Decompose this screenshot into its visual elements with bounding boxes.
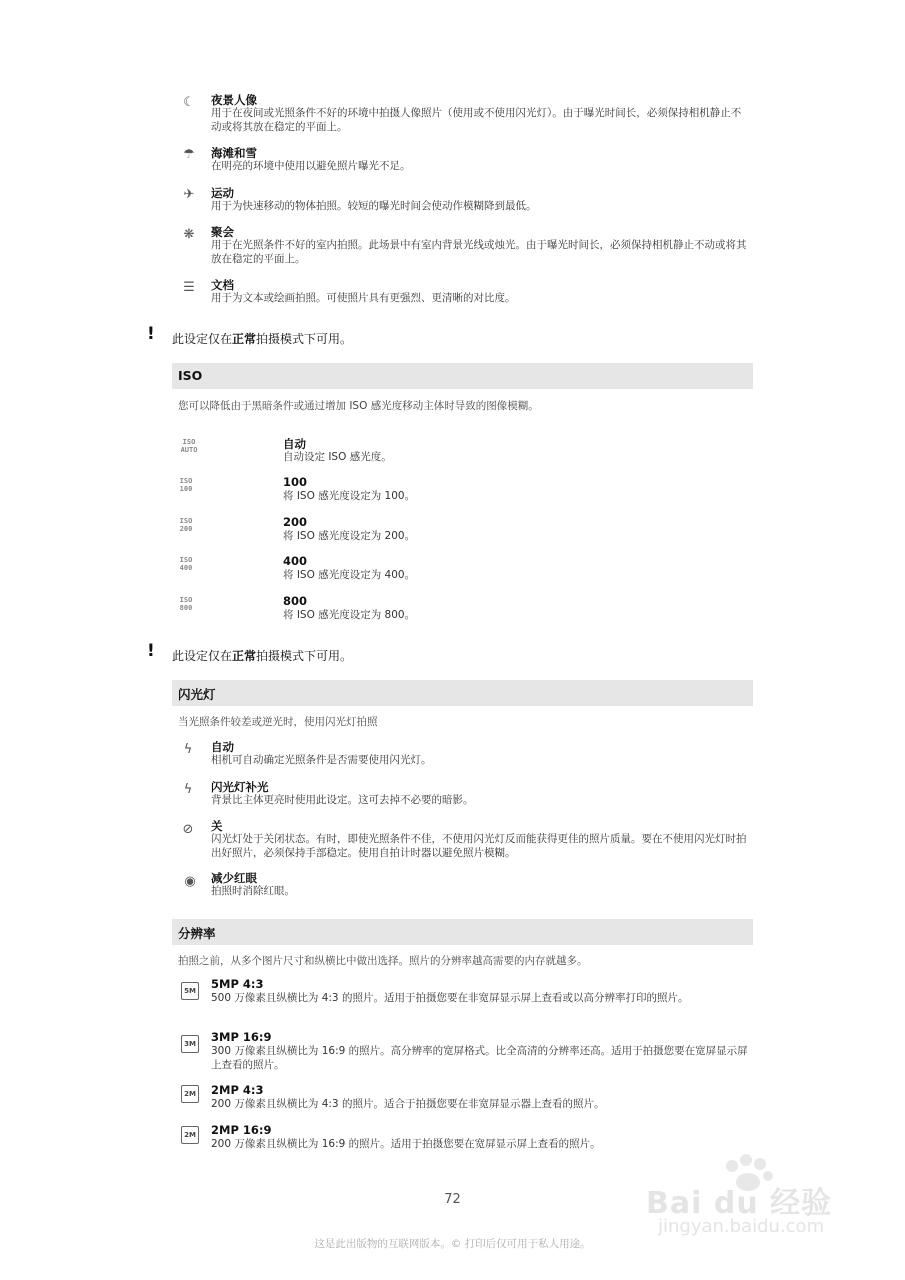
resolution-title-2mp-169: 2MP 16:9 xyxy=(211,1123,272,1137)
scene-desc-party: 用于在光照条件不好的室内拍照。此场景中有室内背景光线或烛光。由于曝光时间长，必须保持相机静止不动或将其放在稳定的平面上。 xyxy=(211,239,747,265)
red-eye-icon: ◉ xyxy=(184,873,196,889)
flash-title-red-eye: 减少红眼 xyxy=(211,871,257,885)
iso-400-icon: ISO 400 xyxy=(179,556,193,572)
flash-title-fill: 闪光灯补光 xyxy=(211,780,269,794)
resolution-desc-2mp-43: 200 万像素且纵横比为 4:3 的照片。适合于拍摄您要在非宽屏显示器上查看的照片。 xyxy=(211,1098,605,1110)
warning-icon: ! xyxy=(147,324,155,344)
iso-100-icon: ISO 100 xyxy=(179,477,193,493)
scene-title-party: 聚会 xyxy=(211,225,234,239)
iso-desc-200: 将 ISO 感光度设定为 200。 xyxy=(283,530,416,542)
document-icon: ☰ xyxy=(183,279,195,295)
resolution-5m-icon: 5M xyxy=(181,982,199,1000)
resolution-title-2mp-43: 2MP 4:3 xyxy=(211,1083,264,1097)
resolution-intro: 拍照之前，从多个图片尺寸和纵横比中做出选择。照片的分辨率越高需要的内存就越多。 xyxy=(178,955,588,967)
footer-note: 这是此出版物的互联网版本。© 打印后仅可用于私人用途。 xyxy=(314,1238,591,1250)
iso-200-icon: ISO 200 xyxy=(179,517,193,533)
scene-title-night-portrait: 夜景人像 xyxy=(211,93,257,107)
scene-desc-night-portrait: 用于在夜间或光照条件不好的环境中拍摄人像照片（使用或不使用闪光灯）。由于曝光时间长，必须保持相机静止不动或将其放在稳定的平面上。 xyxy=(211,107,742,133)
note-normal-mode-2: 此设定仅在正常拍摄模式下可用。 xyxy=(172,649,353,663)
page-number: 72 xyxy=(444,1192,461,1207)
flash-title-off: 关 xyxy=(211,819,223,833)
flash-title-auto: 自动 xyxy=(211,740,234,754)
resolution-desc-2mp-169: 200 万像素且纵横比为 16:9 的照片。适用于拍摄您要在宽屏显示屏上查看的照片。 xyxy=(211,1138,601,1150)
note-normal-mode-1: 此设定仅在正常拍摄模式下可用。 xyxy=(172,332,353,346)
iso-intro: 您可以降低由于黑暗条件或通过增加 ISO 感光度移动主体时导致的图像模糊。 xyxy=(178,400,539,412)
scene-desc-sports: 用于为快速移动的物体拍照。较短的曝光时间会使动作模糊降到最低。 xyxy=(211,200,537,212)
scene-title-document: 文档 xyxy=(211,278,234,292)
flash-desc-off: 闪光灯处于关闭状态。有时，即使光照条件不佳，不使用闪光灯反而能获得更佳的照片质量。要在不使用闪光灯时拍出好照片，必须保持手部稳定。使用自拍计时器以避免照片模糊。 xyxy=(211,833,747,859)
scene-title-beach-snow: 海滩和雪 xyxy=(211,146,257,160)
resolution-desc-5mp: 500 万像素且纵横比为 4:3 的照片。适用于拍摄您要在非宽屏显示屏上查看或以高分辨率打印的照片。 xyxy=(211,992,689,1004)
flash-intro: 当光照条件较差或逆光时，使用闪光灯拍照 xyxy=(178,716,378,728)
resolution-2m-43-icon: 2M xyxy=(181,1085,199,1103)
iso-title-auto: 自动 xyxy=(283,437,306,451)
iso-desc-800: 将 ISO 感光度设定为 800。 xyxy=(283,609,416,621)
iso-title-400: 400 xyxy=(283,554,308,568)
scene-desc-beach-snow: 在明亮的环境中使用以避免照片曝光不足。 xyxy=(211,160,411,172)
scene-title-sports: 运动 xyxy=(211,186,234,200)
resolution-3m-icon: 3M xyxy=(181,1035,199,1053)
flash-desc-red-eye: 拍照时消除红眼。 xyxy=(211,885,295,897)
iso-auto-icon: ISO AUTO xyxy=(180,438,198,454)
warning-icon: ! xyxy=(147,641,155,661)
watermark-url: jingyan.baidu.com xyxy=(658,1216,825,1237)
sports-icon: ✈ xyxy=(183,186,195,202)
iso-desc-auto: 自动设定 ISO 感光度。 xyxy=(283,451,392,463)
iso-title-200: 200 xyxy=(283,515,308,529)
flash-auto-icon: ϟ xyxy=(183,741,193,757)
resolution-2m-169-icon: 2M xyxy=(181,1126,199,1144)
fill-flash-icon: ϟ xyxy=(183,781,193,797)
watermark-brand: Bai du 经验 xyxy=(646,1186,833,1221)
iso-title-100: 100 xyxy=(283,475,308,489)
iso-section-header: ISO xyxy=(172,363,753,389)
party-icon: ❋ xyxy=(183,226,195,242)
iso-title-800: 800 xyxy=(283,594,308,608)
iso-desc-400: 将 ISO 感光度设定为 400。 xyxy=(283,569,416,581)
flash-desc-fill: 背景比主体更亮时使用此设定。这可去掉不必要的暗影。 xyxy=(211,794,474,806)
iso-desc-100: 将 ISO 感光度设定为 100。 xyxy=(283,490,416,502)
resolution-desc-3mp: 300 万像素且纵横比为 16:9 的照片。高分辨率的宽屏格式。比全高清的分辨率还高。适用于拍摄您要在宽屏显示屏上查看的照片。 xyxy=(211,1045,748,1071)
resolution-title-5mp: 5MP 4:3 xyxy=(211,977,264,991)
iso-800-icon: ISO 800 xyxy=(179,596,193,612)
flash-desc-auto: 相机可自动确定光照条件是否需要使用闪光灯。 xyxy=(211,754,432,766)
flash-section-header: 闪光灯 xyxy=(172,680,753,706)
resolution-section-header: 分辨率 xyxy=(172,919,753,945)
beach-snow-icon: ☂ xyxy=(183,146,195,162)
night-portrait-icon: ☾ xyxy=(183,94,195,110)
baidu-watermark xyxy=(640,1150,870,1240)
scene-desc-document: 用于为文本或绘画拍照。可使照片具有更强烈、更清晰的对比度。 xyxy=(211,292,516,304)
resolution-title-3mp: 3MP 16:9 xyxy=(211,1030,272,1044)
flash-off-icon: ⊘ xyxy=(182,821,194,837)
